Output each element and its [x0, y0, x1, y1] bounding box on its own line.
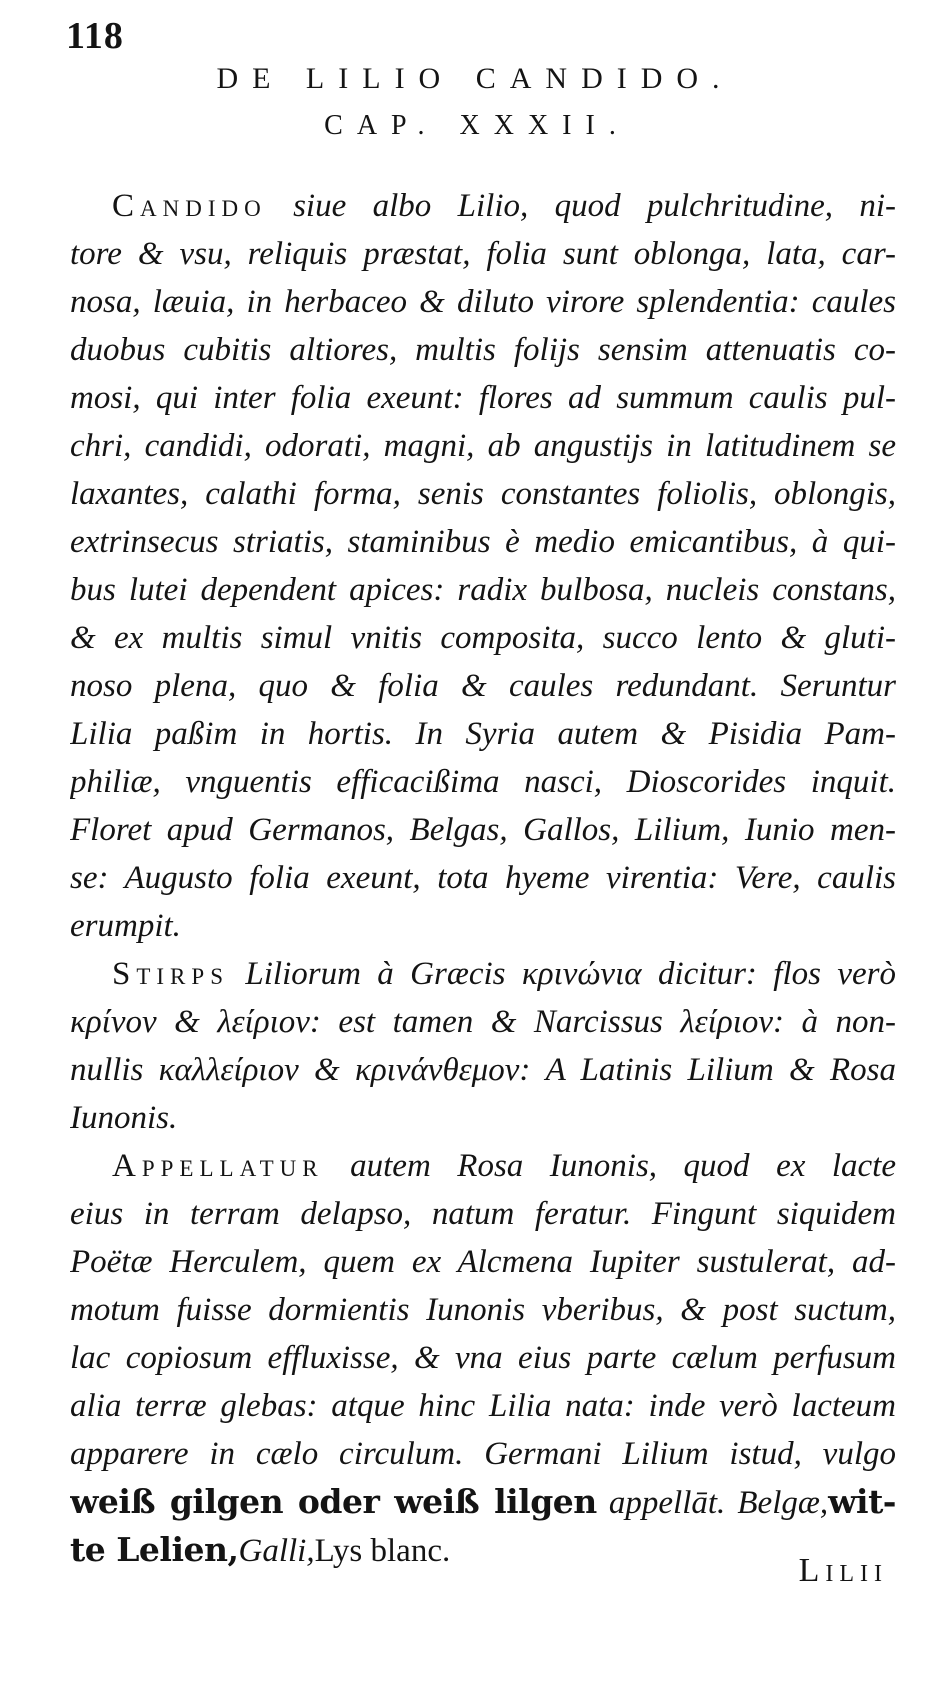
german-vernacular: weiß gilgen oder weiß lilgen [70, 1482, 597, 1521]
text-line: erumpit. [70, 908, 181, 944]
text-line: mosi, qui inter folia exeunt: flores ad summum caulis pul- [70, 380, 896, 416]
text-line: motum fuisse dormientis Iunonis vberibus, & post suctum, [70, 1292, 896, 1328]
text-line: bus lutei dependent apices: radix bulbosa, nucleis constans, [70, 572, 896, 608]
text-line: alia terræ glebas: atque hinc Lilia nata: inde verò lacteum [70, 1388, 896, 1424]
chapter-heading: CAP. XXXII. [324, 110, 630, 141]
text-span: Galli, [238, 1533, 315, 1569]
page-number: 118 [66, 15, 124, 57]
catchword: Lilii [798, 1552, 888, 1589]
text-line: se: Augusto folia exeunt, tota hyeme virentia: Vere, caulis [70, 860, 896, 896]
text-line: Lilia paßim in hortis. In Syria autem & Pisidia Pam- [70, 716, 896, 752]
text-line: chri, candidi, odorati, magni, ab angustijs in latitudinem se [70, 428, 896, 464]
paragraph-initial: Stirps [112, 956, 229, 992]
text-span: Liliorum à Græcis κρινώνια dicitur: flos verò [245, 956, 896, 992]
paragraph-initial: Candido [112, 188, 267, 224]
paragraph-initial: Appellatur [112, 1148, 324, 1184]
text-line: nullis καλλείριον & κρινάνθεμον: A Latinis Lilium & Rosa [70, 1052, 896, 1088]
french-name: Lys blanc. [314, 1533, 451, 1569]
text-line: extrinsecus striatis, staminibus è medio emicantibus, à qui- [70, 524, 896, 560]
text-span: appellāt. Belgæ, [608, 1485, 829, 1521]
text-line: & ex multis simul vnitis composita, succo lento & gluti- [70, 620, 896, 656]
text-span: autem Rosa Iunonis, quod ex lacte [350, 1148, 896, 1184]
text-line [70, 1478, 896, 1526]
text-line [70, 1526, 896, 1574]
text-line: duobus cubitis altiores, multis folijs sensim attenuatis co- [70, 332, 896, 368]
dutch-vernacular: te Lelien, [70, 1530, 239, 1569]
text-line: Poëtæ Herculem, quem ex Alcmena Iupiter sustulerat, ad- [70, 1244, 896, 1280]
text-line [112, 950, 896, 998]
text-line: Floret apud Germanos, Belgas, Gallos, Lilium, Iunio men- [70, 812, 896, 848]
dutch-vernacular: wit- [828, 1482, 896, 1521]
text-line: nosa, læuia, in herbaceo & diluto virore splendentia: caules [70, 284, 896, 320]
text-line [112, 182, 896, 230]
text-line: philiæ, vnguentis efficacißima nasci, Dioscorides inquit. [70, 764, 896, 800]
text-line: laxantes, calathi forma, senis constantes foliolis, oblongis, [70, 476, 896, 512]
text-line: eius in terram delapso, natum feratur. Fingunt siquidem [70, 1196, 896, 1232]
text-line: κρίνον & λείριον: est tamen & Narcissus λείριον: à non- [70, 1004, 896, 1040]
text-line: apparere in cælo circulum. Germani Lilium istud, vulgo [70, 1436, 896, 1472]
text-line: noso plena, quo & folia & caules redundant. Seruntur [70, 668, 896, 704]
text-span: siue albo Lilio, quod pulchritudine, ni- [293, 188, 896, 224]
text-line [112, 1142, 896, 1190]
text-line: tore & vsu, reliquis præstat, folia sunt oblonga, lata, car- [70, 236, 896, 272]
text-line: Iunonis. [70, 1100, 178, 1136]
text-line: lac copiosum effluxisse, & vna eius parte cælum perfusum [70, 1340, 896, 1376]
running-title: DE LILIO CANDIDO. [216, 62, 734, 95]
